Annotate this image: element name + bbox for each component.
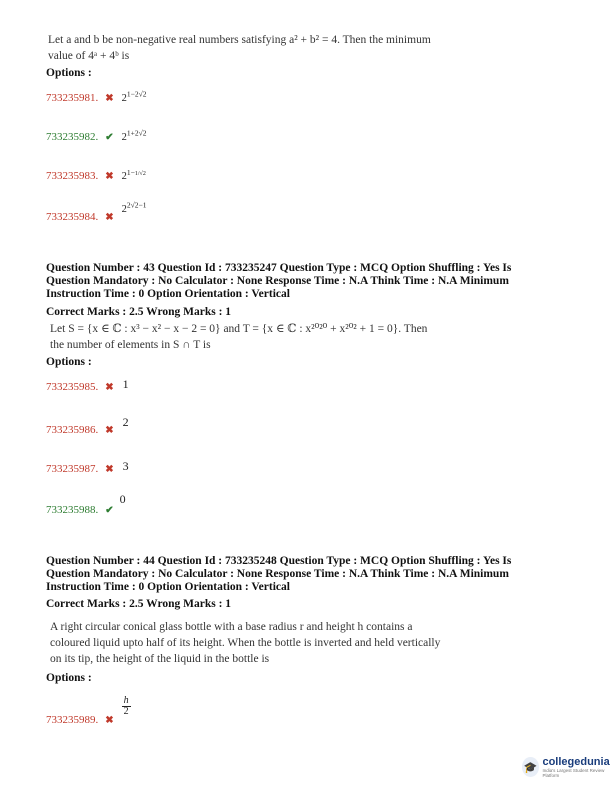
option-expression: 22√2−1 — [121, 200, 147, 215]
option-value: 0 — [119, 492, 126, 506]
q44-stem-line2: coloured liquid upto half of its height. When the bottle is inverted and held vertically — [50, 637, 441, 649]
q44-stem-line1: A right circular conical glass bottle with a base radius r and height h contains a — [50, 621, 413, 633]
q42-option-4[interactable] — [46, 200, 147, 225]
wrong-mark-icon: ✖ — [105, 425, 114, 436]
option-expression: $2^{1+2√2}$ — [121, 128, 147, 143]
q43-option-3[interactable] — [46, 459, 129, 477]
option-id: 733235984. — [46, 211, 99, 223]
q43-stem-line1: Let S = {x ∈ ℂ : x³ − x² − x − 2 = 0} and T = {x ∈ ℂ : x²⁰²⁰ + x²⁰² + 1 = 0}. Then — [50, 323, 428, 335]
q44-meta-line3: Instruction Time : 0 Option Orientation : Vertical — [46, 581, 290, 593]
q43-stem-line2: the number of elements in S ∩ T is — [50, 339, 211, 351]
option-id: 733235981. — [46, 92, 99, 104]
wrong-mark-icon: ✖ — [105, 93, 114, 104]
wrong-mark-icon: ✖ — [105, 171, 114, 182]
q42-stem-line1: Let a and b be non-negative real numbers satisfying a² + b² = 4. Then the minimum — [48, 34, 431, 46]
wrong-mark-icon: ✖ — [105, 212, 114, 223]
q43-meta-line3: Instruction Time : 0 Option Orientation : Vertical — [46, 288, 290, 300]
q43-option-1[interactable] — [46, 377, 129, 395]
option-id: 733235988. — [46, 504, 99, 516]
q42-option-1[interactable] — [46, 88, 147, 106]
wrong-mark-icon: ✖ — [105, 464, 114, 475]
q43-meta-line2: Question Mandatory : No Calculator : None Response Time : N.A Think Time : N.A Minimum — [46, 275, 509, 287]
option-value: 2 — [122, 415, 129, 429]
q42-option-3[interactable] — [46, 166, 146, 184]
q44-stem-line3: on its tip, the height of the liquid in the bottle is — [50, 653, 270, 665]
q42-options-label: Options : — [46, 67, 92, 79]
q43-options-label: Options : — [46, 356, 92, 368]
fraction-numerator: h — [123, 695, 129, 706]
q43-option-2[interactable] — [46, 415, 129, 438]
option-fraction — [122, 696, 131, 717]
option-id: 733235989. — [46, 714, 99, 726]
option-expression: $2^{1-2√2}$ — [121, 89, 147, 104]
wrong-mark-icon: ✖ — [105, 715, 114, 726]
q44-option-1[interactable] — [46, 690, 131, 726]
fraction-denominator: 2 — [123, 706, 129, 717]
q44-meta-line2: Question Mandatory : No Calculator : None Response Time : N.A Think Time : N.A Minimum — [46, 568, 509, 580]
option-value: 3 — [122, 459, 129, 473]
logo-name: collegedunia — [542, 756, 610, 768]
option-id: 733235987. — [46, 463, 99, 475]
option-id: 733235986. — [46, 424, 99, 436]
q44-meta-line1: Question Number : 44 Question Id : 733235248 Question Type : MCQ Option Shuffling : Yes Is — [46, 555, 512, 567]
collegedunia-logo — [522, 756, 612, 778]
q43-meta-line1: Question Number : 43 Question Id : 733235247 Question Type : MCQ Option Shuffling : Yes Is — [46, 262, 512, 274]
logo-tagline: India's Largest Student Review Platform — [542, 768, 605, 778]
q44-options-label: Options : — [46, 672, 92, 684]
q44-marks: Correct Marks : 2.5 Wrong Marks : 1 — [46, 598, 232, 610]
correct-check-icon: ✔ — [105, 505, 114, 516]
q42-option-2[interactable] — [46, 127, 147, 145]
logo-emblem-icon: 🎓 — [522, 757, 539, 777]
option-id: 733235982. — [46, 131, 99, 143]
wrong-mark-icon: ✖ — [105, 382, 114, 393]
option-expression: $2^{1-1/√2}$ — [121, 167, 146, 182]
q43-option-4[interactable] — [46, 492, 126, 518]
option-value: 1 — [122, 377, 129, 391]
option-id: 733235985. — [46, 381, 99, 393]
q43-marks: Correct Marks : 2.5 Wrong Marks : 1 — [46, 306, 232, 318]
option-id: 733235983. — [46, 170, 99, 182]
q42-stem-line2: value of 4ᵃ + 4ᵇ is — [48, 50, 130, 62]
correct-check-icon: ✔ — [105, 132, 114, 143]
